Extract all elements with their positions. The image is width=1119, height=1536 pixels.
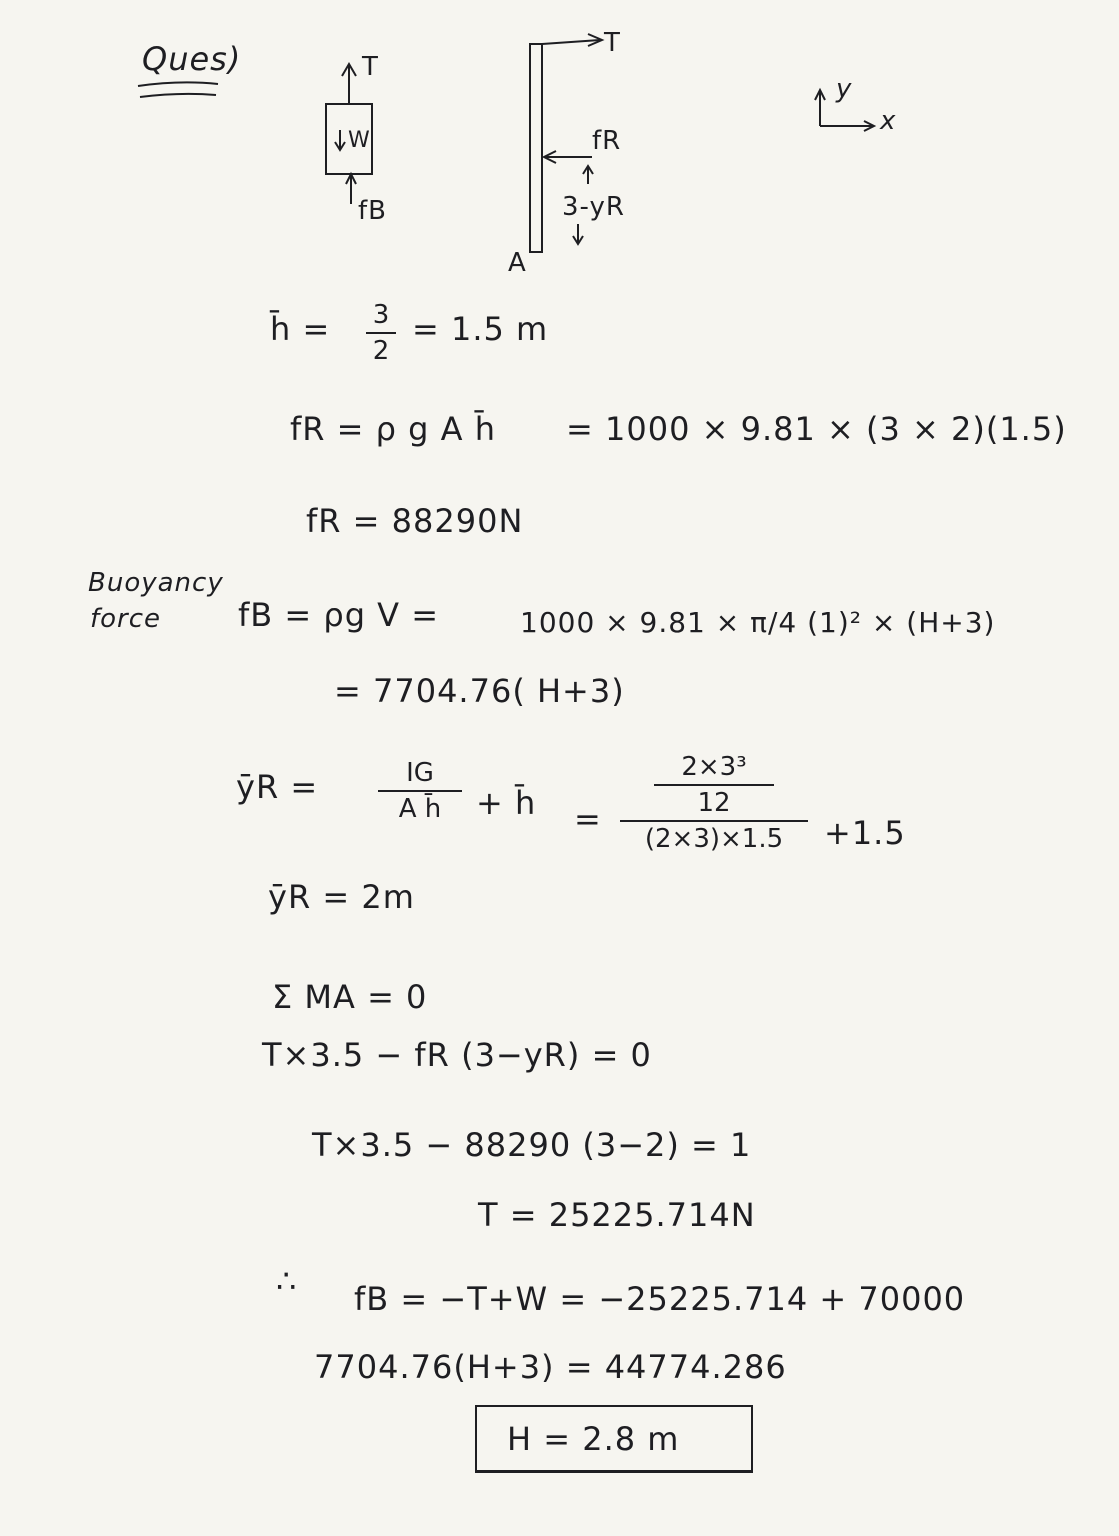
hbar-rhs: = 1.5 m	[412, 310, 549, 348]
yr-inner-num: 2×3³	[681, 752, 747, 782]
yr-value: ȳR = 2m	[268, 878, 415, 916]
label-weight: W	[348, 128, 371, 153]
answer-box	[475, 1405, 753, 1473]
yr-main-fraction	[620, 752, 808, 854]
tension-arrow-gate	[542, 40, 600, 44]
moment-substitution: T×3.5 − 88290 (3−2) = 1	[312, 1126, 752, 1164]
yr-plus: + h̄	[476, 784, 537, 822]
label-distance: 3-yR	[562, 192, 625, 222]
hbar-fraction	[366, 300, 396, 366]
label-resultant: fR	[592, 126, 622, 156]
yr-eq: =	[574, 800, 602, 838]
yr-plus-val: +1.5	[824, 814, 906, 852]
yr-inner-fraction	[654, 752, 774, 818]
buoyancy-label-1: Buoyancy	[88, 568, 224, 598]
label-hinge: A	[508, 248, 527, 278]
yr-den: (2×3)×1.5	[644, 824, 784, 854]
yr-frac-num: IG	[406, 758, 434, 788]
fr-substitution: = 1000 × 9.81 × (3 × 2)(1.5)	[566, 410, 1067, 448]
fb-simplified: = 7704.76( H+3)	[334, 672, 625, 710]
yr-inner-den: 12	[697, 788, 731, 818]
fb-formula: fB = ρg V =	[238, 596, 440, 634]
moment-equation: T×3.5 − fR (3−yR) = 0	[262, 1036, 652, 1074]
final-equation: 7704.76(H+3) = 44774.286	[314, 1348, 787, 1386]
label-axis-x: x	[880, 106, 897, 136]
yr-lhs: ȳR =	[236, 768, 319, 806]
moment-sum: Σ MA = 0	[272, 978, 428, 1016]
label-tension-block: T	[362, 52, 379, 82]
fb-balance: fB = −T+W = −25225.714 + 70000	[354, 1280, 966, 1318]
yr-frac-den: A h̄	[398, 794, 442, 824]
label-buoyancy: fB	[358, 196, 387, 226]
buoyancy-label-2: force	[90, 604, 162, 634]
tension-value: T = 25225.714N	[478, 1196, 756, 1234]
hbar-lhs: h̄ =	[270, 310, 331, 348]
question-heading: Ques)	[142, 40, 242, 78]
yr-fraction	[378, 758, 462, 824]
therefore-symbol: ∴	[276, 1262, 298, 1300]
label-tension-gate: T	[604, 28, 621, 58]
label-axis-y: y	[836, 74, 853, 104]
fr-value: fR = 88290N	[306, 502, 524, 540]
fb-substitution: 1000 × 9.81 × π/4 (1)² × (H+3)	[520, 606, 996, 639]
hbar-den: 2	[372, 336, 390, 366]
hbar-num: 3	[372, 300, 390, 330]
answer-text: H = 2.8 m	[507, 1419, 680, 1458]
fr-formula: fR = ρ g A h̄	[290, 410, 496, 448]
